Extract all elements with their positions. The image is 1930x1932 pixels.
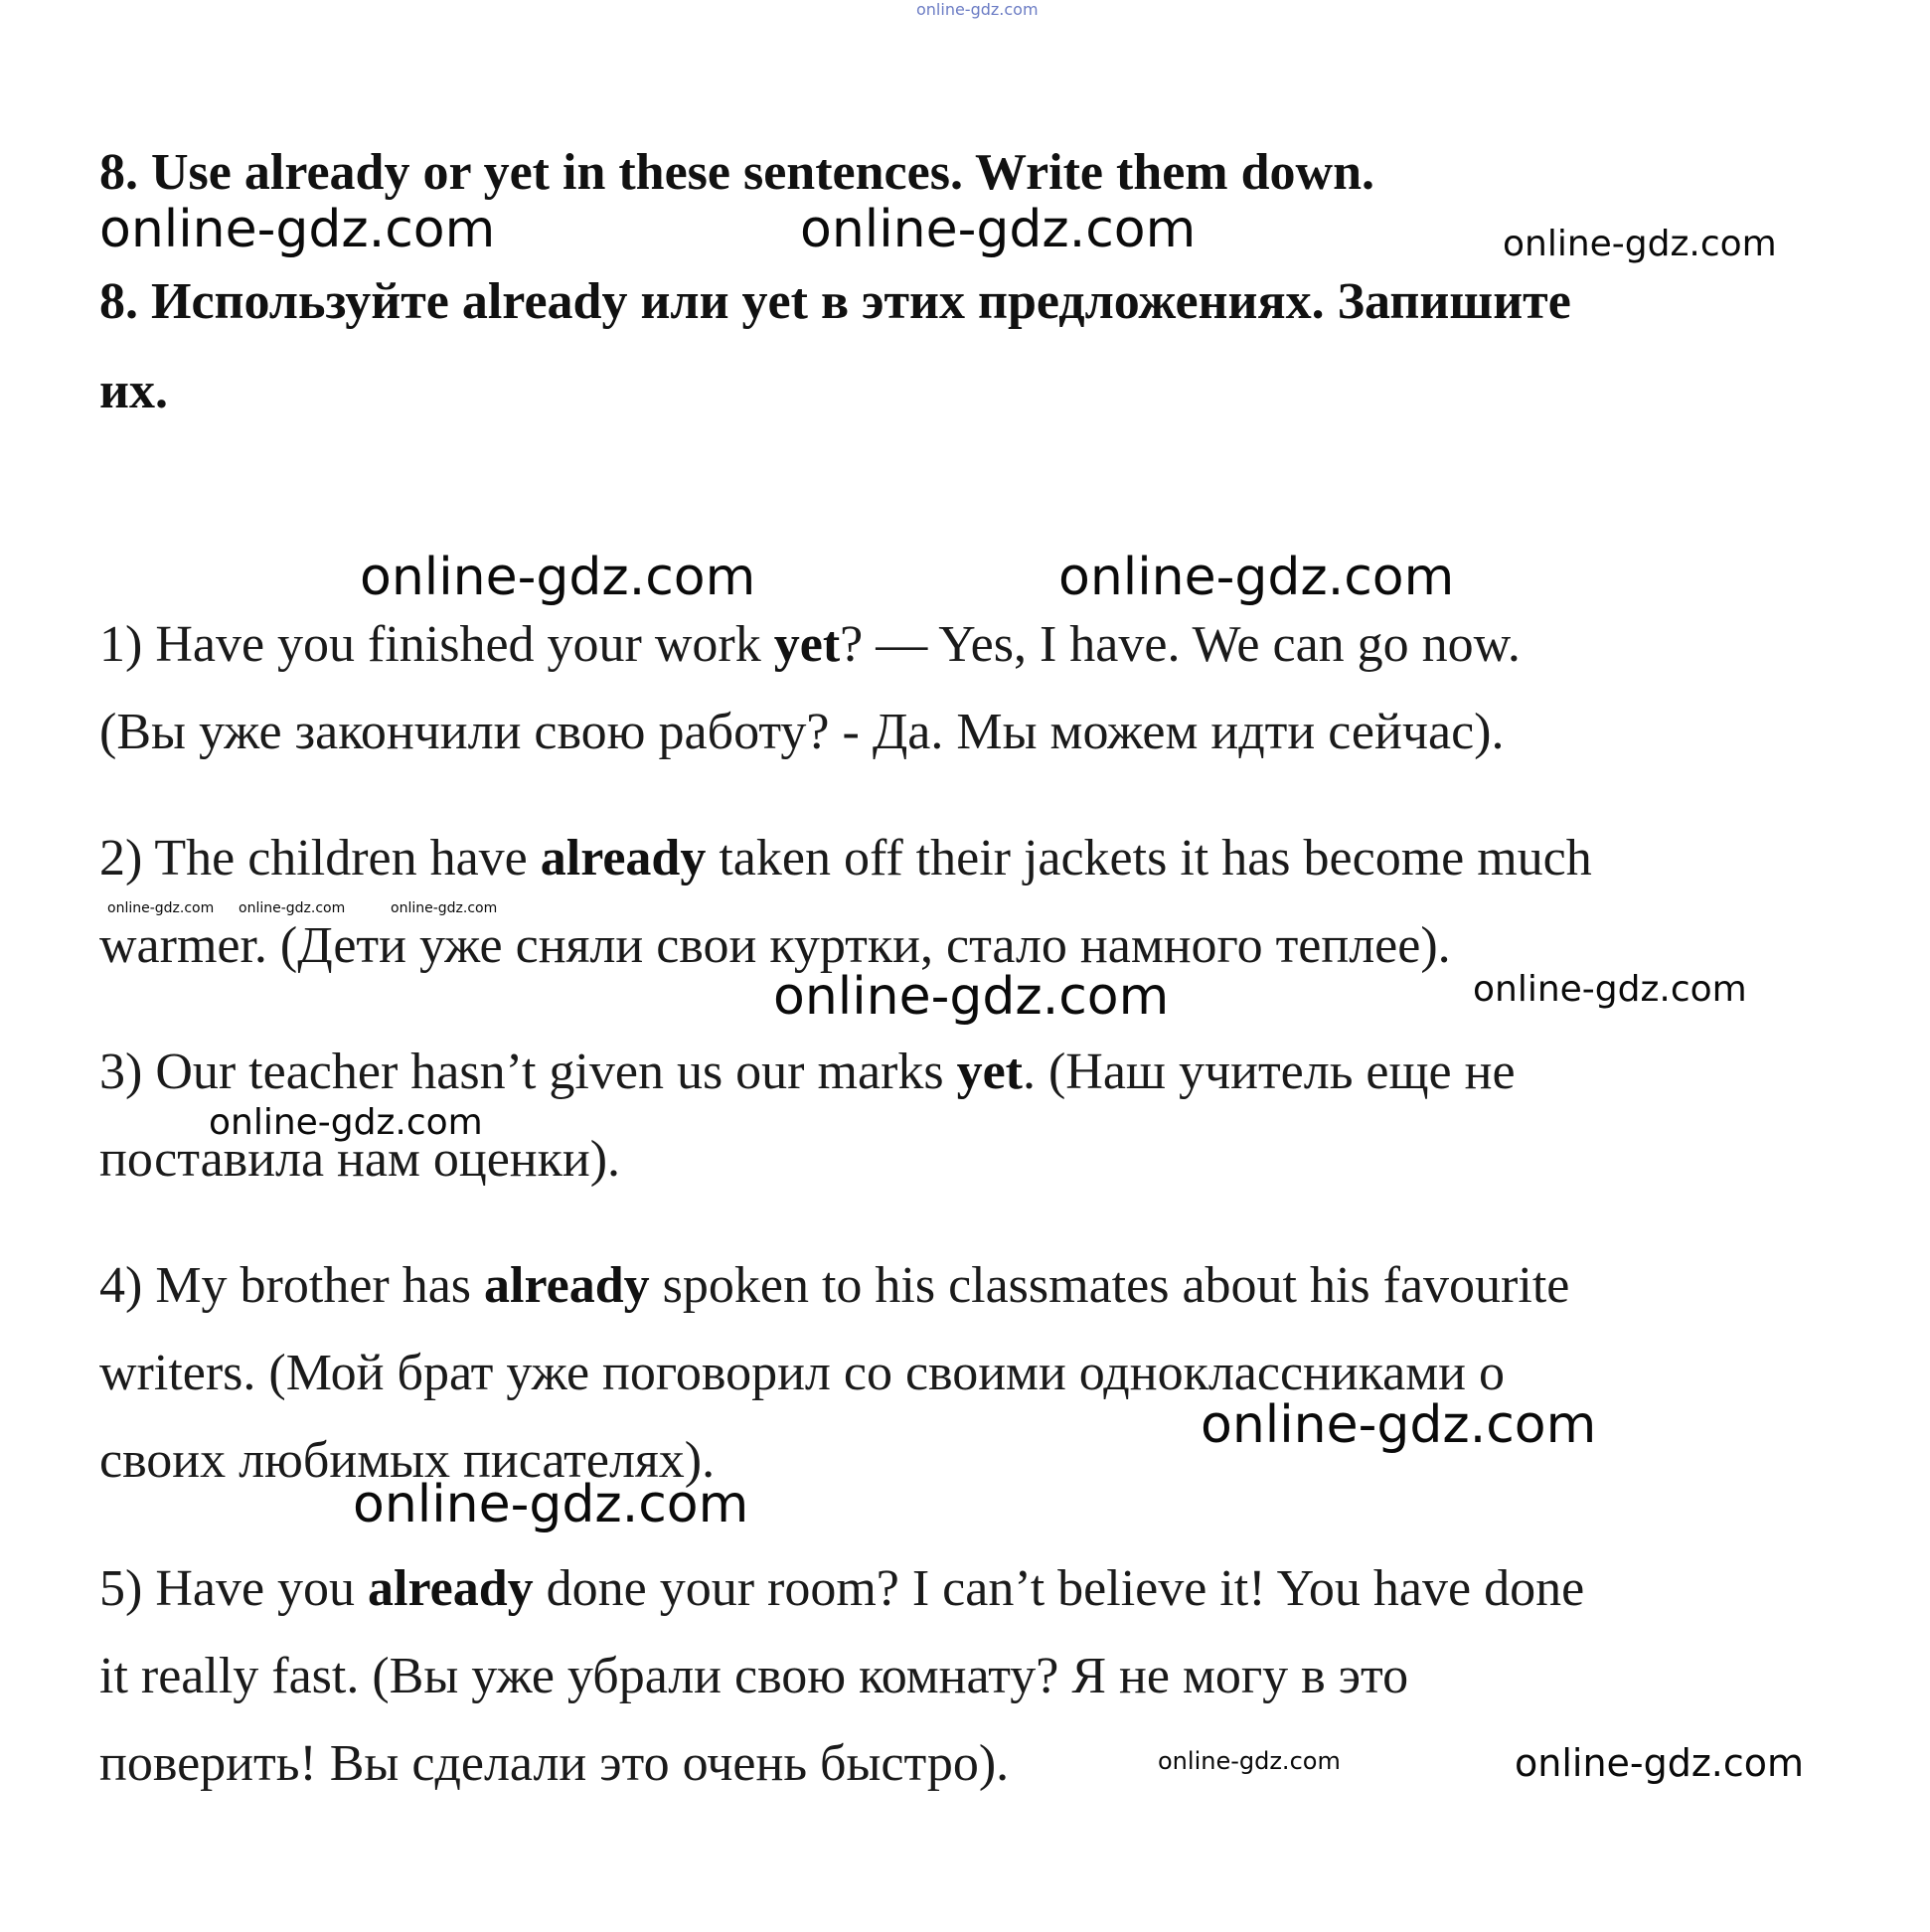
- watermark: online-gdz.com: [1058, 548, 1455, 607]
- keyword: already: [484, 1257, 650, 1314]
- task-title-english: 8. Use already or yet in these sentences. Write them down.: [99, 144, 1375, 201]
- answer-item-1: [99, 601, 1829, 776]
- watermark: online-gdz.com: [107, 900, 215, 916]
- answer-line: 4) My brother has already spoken to his classmates about his favourite: [99, 1257, 1570, 1314]
- answer-line: 3) Our teacher hasn’t given us our marks yet. (Наш учитель еще не: [99, 1044, 1516, 1100]
- answer-line: 2) The children have already taken off their jackets it has become much: [99, 830, 1592, 886]
- watermark: online-gdz.com: [353, 1475, 749, 1534]
- answer-item-4: [99, 1242, 1829, 1505]
- watermark: online-gdz.com: [239, 900, 346, 916]
- watermark-top: online-gdz.com: [916, 0, 1039, 19]
- watermark: online-gdz.com: [1473, 969, 1747, 1010]
- task-title-russian-continued: их.: [99, 363, 168, 419]
- answer-line: 5) Have you already done your room? I can’t believe it! You have done: [99, 1560, 1585, 1617]
- watermark: online-gdz.com: [1503, 224, 1777, 264]
- watermark: online-gdz.com: [773, 967, 1170, 1027]
- answer-line: поверить! Вы сделали это очень быстро).: [99, 1735, 1010, 1792]
- keyword: already: [368, 1560, 534, 1617]
- answer-line: warmer. (Дети уже сняли свои куртки, стало намного теплее).: [99, 917, 1451, 974]
- watermark: online-gdz.com: [99, 200, 496, 259]
- keyword: yet: [956, 1044, 1023, 1100]
- answer-line: writers. (Мой брат уже поговорил со своими одноклассниками о: [99, 1345, 1505, 1401]
- task-title-russian: 8. Используйте already или yet в этих предложениях. Запишите: [99, 273, 1571, 330]
- answer-line: поставила нам оценки).: [99, 1131, 621, 1188]
- answer-line: it really fast. (Вы уже убрали свою комнату? Я не могу в это: [99, 1648, 1409, 1704]
- answer-line: 1) Have you finished your work yet? — Yes, I have. We can go now.: [99, 616, 1521, 673]
- watermark: online-gdz.com: [1515, 1741, 1805, 1785]
- answer-line: (Вы уже закончили свою работу? - Да. Мы можем идти сейчас).: [99, 704, 1505, 760]
- watermark: online-gdz.com: [391, 900, 498, 916]
- keyword: yet: [773, 616, 841, 673]
- watermark: online-gdz.com: [800, 200, 1197, 259]
- keyword: already: [540, 830, 707, 886]
- watermark: online-gdz.com: [1158, 1747, 1341, 1775]
- answer-item-2: [99, 815, 1829, 990]
- watermark: online-gdz.com: [360, 548, 756, 607]
- watermark: online-gdz.com: [1201, 1395, 1597, 1455]
- answer-line: своих любимых писателях).: [99, 1432, 716, 1489]
- watermark: online-gdz.com: [209, 1102, 483, 1143]
